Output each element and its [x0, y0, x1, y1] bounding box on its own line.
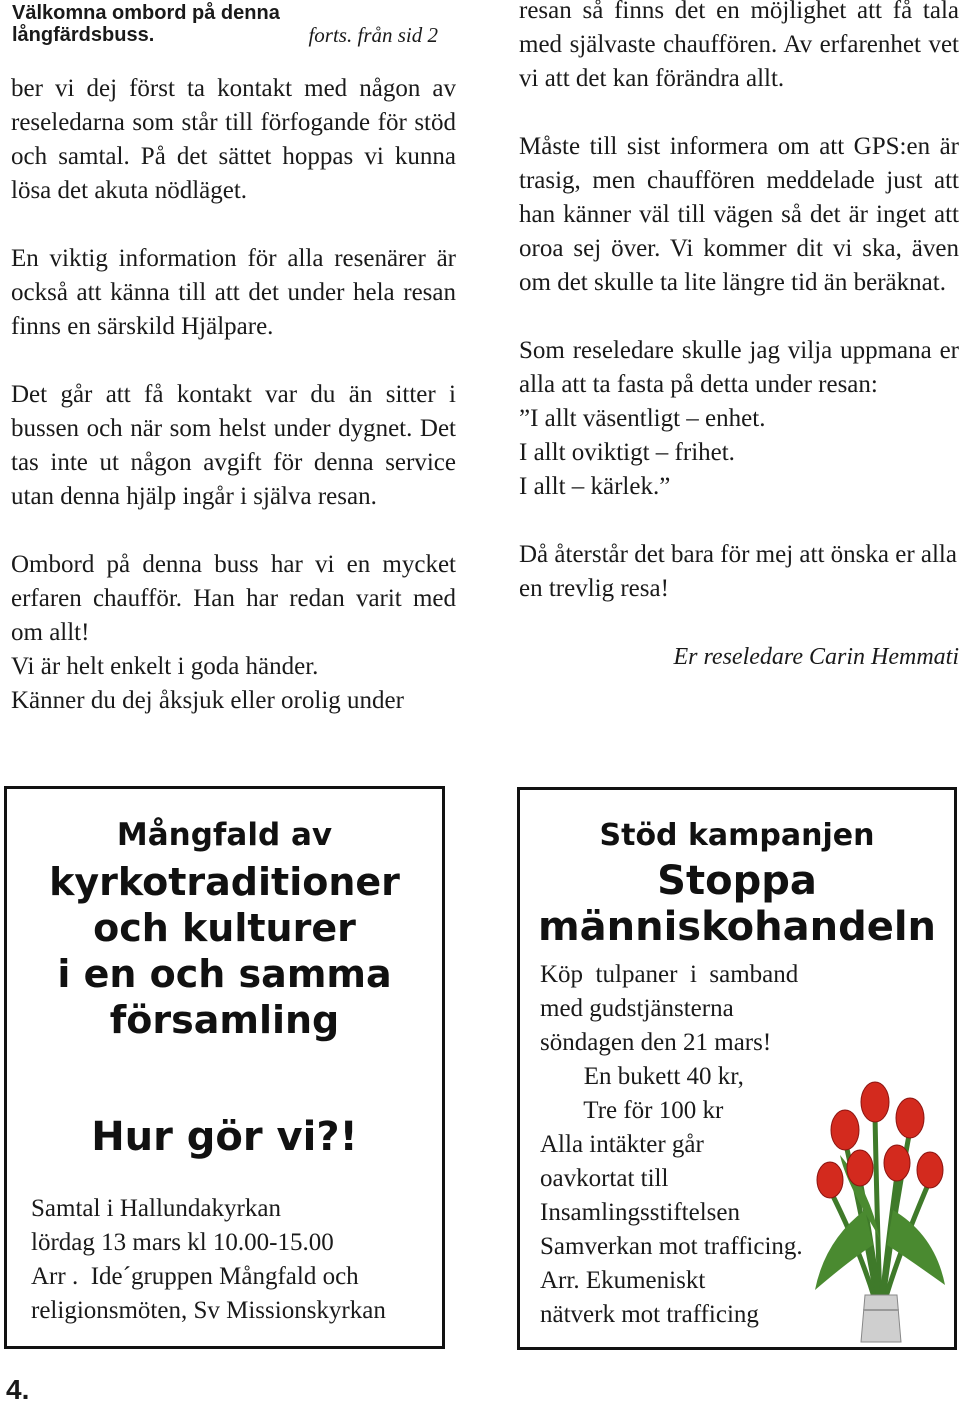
ad-detail-4: religionsmöten, Sv Missionskyrkan [31, 1297, 386, 1324]
right-paragraph-1: resan så finns det en möjlighet att få tala med självaste chauffören. Av erfarenhet vet vi att det kan förändra allt. [519, 0, 959, 92]
campaign-heading-line-2: människohandeln [537, 904, 937, 950]
right-paragraph-4: Då återstår det bara för mej att önska er alla en trevlig resa! [519, 541, 957, 602]
tulip-bouquet-icon [805, 1060, 955, 1345]
campaign-line-2: med gudstjänsterna [540, 995, 734, 1022]
campaign-line-8: Insamlingsstiftelsen [540, 1199, 740, 1226]
left-paragraph-4: Ombord på denna buss har vi en mycket erfaren chaufför. Han har redan varit med om allt! [11, 551, 456, 646]
quote-line-3: I allt – kärlek.” [519, 473, 671, 500]
campaign-heading-large [520, 858, 954, 950]
article-title-line1: Välkomna ombord på denna [12, 2, 280, 24]
ad-heading-line-4: församling [109, 998, 340, 1042]
ad-details [31, 1192, 451, 1328]
ad-heading-line-3: i en och samma [57, 952, 392, 996]
campaign-line-11: nätverk mot trafficing [540, 1301, 759, 1328]
campaign-line-5: Tre för 100 kr [540, 1097, 724, 1124]
right-paragraph-2: Måste till sist informera om att GPS:en är trasig, men chauffören meddelade just att han känner väl till vägen så det är inget att oroa sej över. Vi kommer dit vi ska, även om det skulle ta lite längre tid än beräknat. [519, 133, 959, 296]
campaign-line-10: Arr. Ekumeniskt [540, 1267, 706, 1294]
campaign-line-4: En bukett 40 kr, [540, 1063, 744, 1090]
right-column [519, 0, 959, 674]
campaign-line-7: oavkortat till [540, 1165, 669, 1192]
campaign-heading-line-1: Stoppa [657, 858, 817, 904]
diversity-event-ad [4, 786, 445, 1349]
left-paragraph-2: En viktig information för alla resenärer är också att känna till att det under hela resan finns en särskild Hjälpare. [11, 245, 456, 340]
campaign-line-3: söndagen den 21 mars! [540, 1029, 772, 1056]
campaign-line-1: Köp tulpaner i samband [540, 961, 799, 988]
ad-heading-large [7, 859, 442, 1043]
anti-trafficking-ad [517, 787, 957, 1350]
ad-question: Hur gör vi?! [91, 1114, 358, 1160]
left-paragraph-5: Vi är helt enkelt i goda händer. [11, 653, 319, 680]
left-paragraph-1: ber vi dej först ta kontakt med någon av reseledarna som står till förfogande för stöd och samtal. På det sättet hoppas vi kunna lösa det akuta nödläget. [11, 75, 456, 204]
quote-line-1: ”I allt väsentligt – enhet. [519, 405, 766, 432]
campaign-line-9: Samverkan mot trafficing. [540, 1233, 803, 1260]
left-paragraph-6: Känner du dej åksjuk eller orolig under [11, 687, 404, 714]
campaign-details [540, 958, 840, 1332]
left-column [11, 72, 456, 718]
ad-heading-line-2: och kulturer [93, 906, 356, 950]
ad-heading-line-1: kyrkotraditioner [49, 860, 400, 904]
right-paragraph-3: Som reseledare skulle jag vilja uppmana er alla att ta fasta på detta under resan: [519, 337, 959, 398]
article-title-line2: långfärdsbuss. [12, 24, 155, 46]
ad-detail-2: lördag 13 mars kl 10.00-15.00 [31, 1229, 334, 1256]
continued-note: forts. från sid 2 [308, 23, 438, 47]
left-paragraph-3: Det går att få kontakt var du än sitter i bussen och när som helst under dygnet. Det tas inte ut någon avgift för denna service utan denna hjälp ingår i själva resan. [11, 381, 456, 510]
ad-heading-small: Mångfald av [116, 817, 333, 853]
campaign-line-6: Alla intäkter går [540, 1131, 704, 1158]
article-header [12, 2, 452, 46]
signature: Er reseledare Carin Hemmati [673, 644, 959, 670]
ad-detail-3: Arr . Ide´gruppen Mångfald och [31, 1263, 359, 1290]
campaign-heading-small: Stöd kampanjen [599, 818, 875, 853]
quote-line-2: I allt oviktigt – frihet. [519, 439, 735, 466]
page-number: 4. [6, 1374, 30, 1405]
ad-detail-1: Samtal i Hallundakyrkan [31, 1195, 281, 1222]
